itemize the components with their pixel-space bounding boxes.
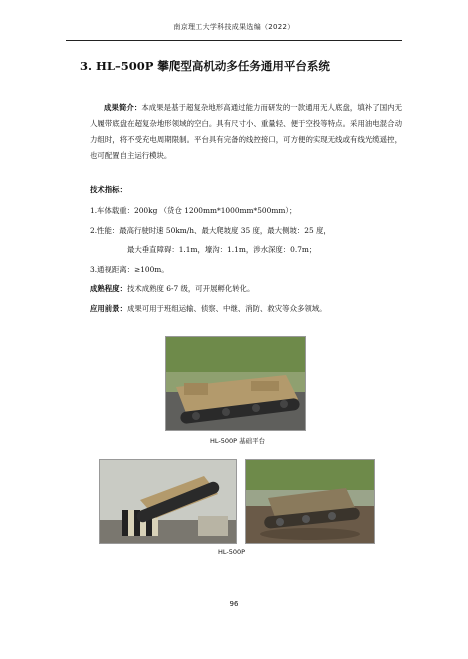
summary-text: 本成果是基于超复杂地形高通过能力而研发的一款通用无人底盘，填补了国内无人履带底盘在超复杂地形领域的空白。具有尺寸小、重量轻、便于空投等特点。采用油电混合动力组时，将不受充电周期限制。平台具有完备的线控接口，可方便的实现无线或有线光缆遥控，也可配置自主运行模块。 bbox=[90, 103, 402, 160]
application-line bbox=[90, 303, 327, 314]
tech-label: 技术指标： bbox=[90, 185, 127, 194]
summary-paragraph bbox=[90, 100, 402, 164]
photo-climbing bbox=[99, 459, 237, 544]
page-number: 96 bbox=[229, 600, 239, 608]
application-label: 应用前景： bbox=[90, 304, 127, 313]
summary-label: 成果简介： bbox=[104, 103, 142, 112]
application-text: 成果可用于班组运输、侦察、中继、消防、救灾等众多领域。 bbox=[126, 304, 327, 313]
maturity-text: 技术成熟度 6-7 级，可开展孵化转化。 bbox=[126, 284, 255, 293]
maturity-label: 成熟程度： bbox=[90, 284, 127, 293]
photo-base-platform bbox=[165, 336, 306, 431]
maturity-line bbox=[90, 283, 254, 294]
section-title: 3. HL–500P 攀爬型高机动多任务通用平台系统 bbox=[80, 59, 330, 73]
tech-item-2: 2.性能：最高行驶时速 50km/h、最大爬坡度 35 度，最大侧坡：25 度， bbox=[90, 226, 331, 235]
tech-item-2-cont: 最大垂直障碍：1.1m，壕沟：1.1m，涉水深度：0.7m； bbox=[127, 245, 317, 254]
tech-item-3: 3.通视距离：≥100m。 bbox=[90, 265, 169, 274]
header-rule bbox=[66, 40, 402, 41]
caption-photo-2: HL-500P bbox=[218, 548, 246, 556]
caption-photo-1: HL-500P 基础平台 bbox=[210, 437, 266, 445]
tech-item-1: 1.车体载重：200kg （货仓 1200mm*1000mm*500mm）； bbox=[90, 206, 297, 215]
photo-mud bbox=[245, 459, 375, 544]
page-header: 南京理工大学科技成果选编（2022） bbox=[173, 23, 295, 31]
